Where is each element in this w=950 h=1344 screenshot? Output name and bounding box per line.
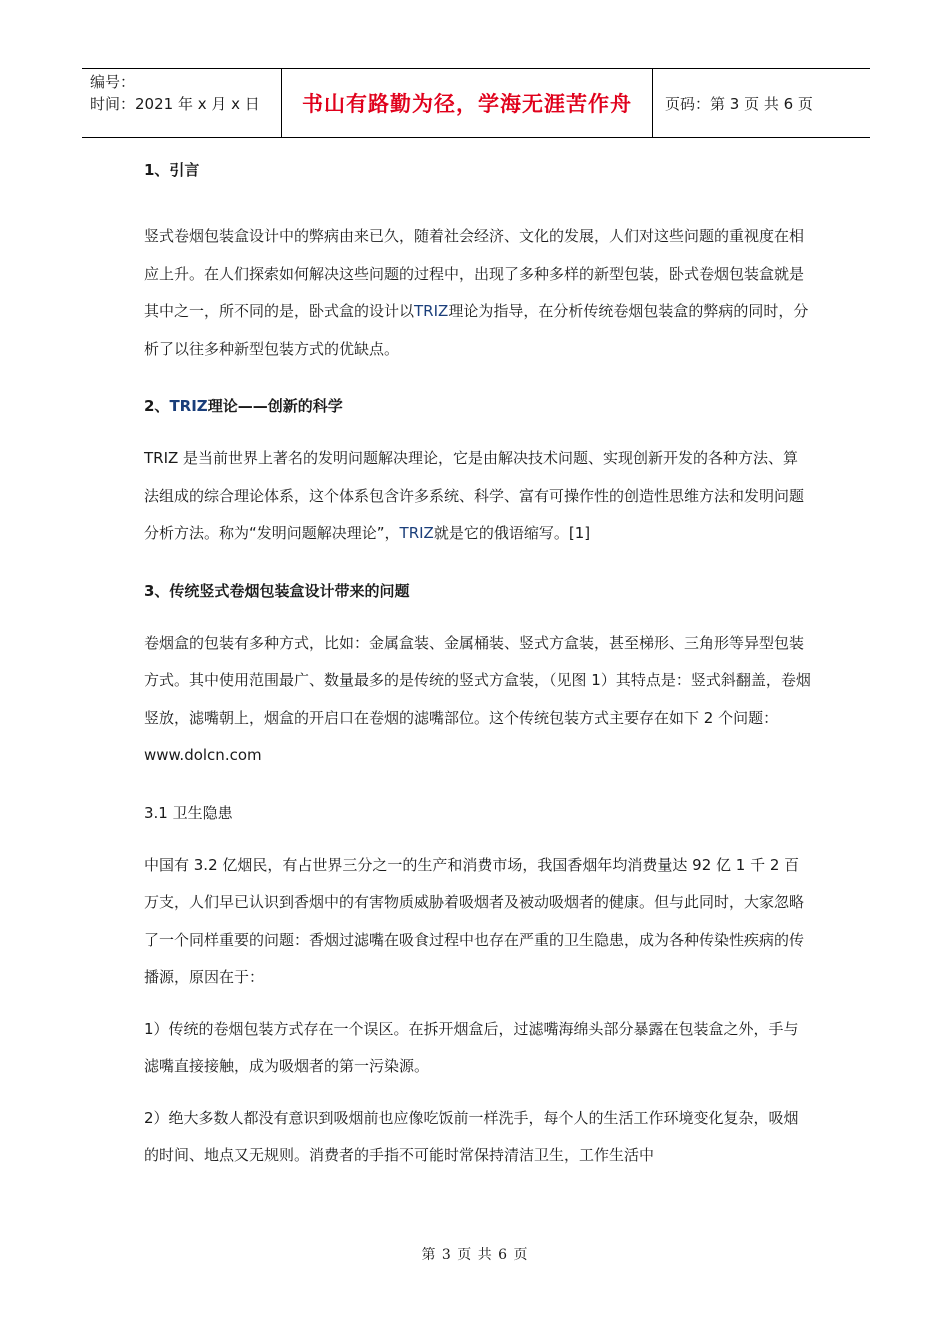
header-table	[82, 68, 870, 138]
header-page-info: 页码：第 3 页 共 6 页	[665, 94, 813, 113]
para-text: 理论为指导，在分析传统卷烟包装盒的弊病的同时，分析了以往多种新型包装方式的优缺点。	[144, 302, 809, 358]
section-title-text: 理论——创新的科学	[207, 397, 343, 415]
triz-term: TRIZ	[399, 524, 434, 542]
document-date: 时间：2021 年 x 月 x 日	[90, 95, 260, 113]
document-body	[144, 156, 812, 1175]
section-3-title: 3、传统竖式卷烟包装盒设计带来的问题	[144, 581, 410, 600]
section-2-title	[144, 392, 812, 420]
section-3-1-title: 3.1 卫生隐患	[144, 803, 233, 822]
triz-term: TRIZ	[169, 397, 208, 415]
para-text: 竖式卷烟包装盒设计中的弊病由来已久，随着社会经济、文化的发展，人们对这些问题的重视度在相应上升。在人们探索如何解决这些问题的过程中，出现了多种多样的新型包装，卧式卷烟包装盒就是其中之一，所不同的是，卧式盒的设计以	[144, 227, 805, 320]
section-1-title: 1、引言	[144, 161, 200, 179]
triz-term: TRIZ	[414, 302, 449, 320]
section-3-1-paragraph: 中国有 3.2 亿烟民，有占世界三分之一的生产和消费市场，我国香烟年均消费量达 92 亿 1 千 2 百万支，人们早已认识到香烟中的有害物质威胁着吸烟者及被动吸烟者的健康。但与此同时，大家忽略了一个同样重要的问题：香烟过滤嘴在吸食过程中也存在严重的卫生隐患，成为各种传染性疾病的传播源，原因在于：	[144, 855, 805, 986]
section-number: 2、	[144, 397, 170, 415]
section-1-paragraph	[144, 218, 812, 368]
section-3-1-item-2: 2）绝大多数人都没有意识到吸烟前也应像吃饭前一样洗手，每个人的生活工作环境变化复杂，吸烟的时间、地点又无规则。消费者的手指不可能时常保持清洁卫生，工作生活中	[144, 1108, 799, 1164]
section-2-paragraph	[144, 440, 812, 553]
section-3-1-item-1: 1）传统的卷烟包装方式存在一个误区。在拆开烟盒后，过滤嘴海绵头部分暴露在包装盒之外，手与滤嘴直接接触，成为吸烟者的第一污染源。	[144, 1019, 799, 1075]
document-number-label: 编号：	[90, 73, 136, 91]
header-left-cell	[82, 69, 282, 137]
para-text: TRIZ 是当前世界上著名的发明问题解决理论，它是由解决技术问题、实现创新开发的各种方法、算法组成的综合理论体系，这个体系包含许多系统、科学、富有可操作性的创造性思维方法和发明问题分析方法。称为“发明问题解决理论”，	[144, 449, 805, 542]
section-3-paragraph: 卷烟盒的包装有多种方式，比如：金属盒装、金属桶装、竖式方盒装，甚至梯形、三角形等异型包装方式。其中使用范围最广、数量最多的是传统的竖式方盒装，（见图 1）其特点是：竖式斜翻盖，卷烟竖放，滤嘴朝上，烟盒的开启口在卷烟的滤嘴部位。这个传统包装方式主要存在如下 2 个问题：www.dolcn.com	[144, 633, 811, 764]
page-footer: 第 3 页 共 6 页	[421, 1247, 529, 1263]
header-motto: 书山有路勤为径，学海无涯苦作舟	[282, 69, 653, 137]
para-text: 就是它的俄语缩写。[1]	[433, 524, 591, 542]
